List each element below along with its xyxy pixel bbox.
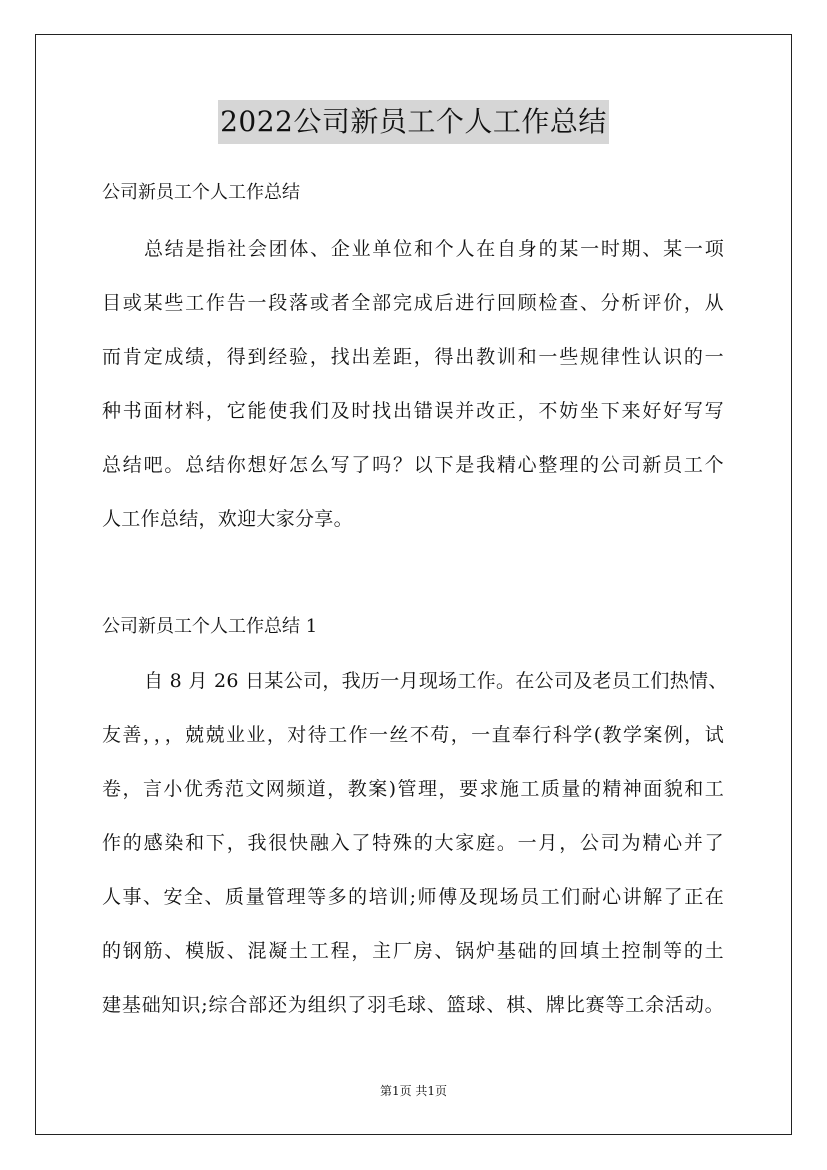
paragraph-line: 种书面材料，它能使我们及时找出错误并改正，不妨坐下来好好写写 bbox=[102, 400, 724, 422]
paragraph-line: 目或某些工作告一段落或者全部完成后进行回顾检查、分析评价，从 bbox=[102, 292, 724, 314]
paragraph-line: 作的感染和下，我很快融入了特殊的大家庭。一月，公司为精心并了 bbox=[102, 832, 724, 854]
intro-paragraph bbox=[102, 236, 724, 560]
paragraph-line: 友善，，，兢兢业业，对待工作一丝不苟，一直奉行科学(教学案例，试 bbox=[102, 724, 724, 746]
paragraph-line: 建基础知识;综合部还为组织了羽毛球、篮球、棋、牌比赛等工余活动。 bbox=[102, 994, 724, 1016]
paragraph-line: 人工作总结，欢迎大家分享。 bbox=[102, 508, 353, 530]
paragraph-line: 而肯定成绩，得到经验，找出差距，得出教训和一些规律性认识的一 bbox=[102, 346, 724, 368]
paragraph-line: 人事、安全、质量管理等多的培训;师傅及现场员工们耐心讲解了正在 bbox=[102, 886, 724, 908]
page-number: 第1页 共1页 bbox=[379, 1084, 448, 1098]
paragraph-line: 总结是指社会团体、企业单位和个人在自身的某一时期、某一项 bbox=[144, 238, 724, 260]
title-container bbox=[0, 100, 827, 144]
paragraph-line: 卷，言小优秀范文网频道，教案)管理，要求施工质量的精神面貌和工 bbox=[102, 778, 724, 800]
intro-heading: 公司新员工个人工作总结 bbox=[102, 182, 300, 203]
section1-paragraph bbox=[102, 668, 728, 1046]
document-title: 2022公司新员工个人工作总结 bbox=[218, 100, 609, 144]
page-footer bbox=[0, 1083, 827, 1099]
paragraph-line: 的钢筋、模版、混凝土工程，主厂房、锅炉基础的回填土控制等的土 bbox=[102, 940, 724, 962]
paragraph-line: 总结吧。总结你想好怎么写了吗？以下是我精心整理的公司新员工个 bbox=[102, 454, 724, 476]
paragraph-line: 自 8 月 26 日某公司，我历一月现场工作。在公司及老员工们热情、 bbox=[144, 670, 728, 692]
section1-heading: 公司新员工个人工作总结 1 bbox=[102, 616, 318, 637]
